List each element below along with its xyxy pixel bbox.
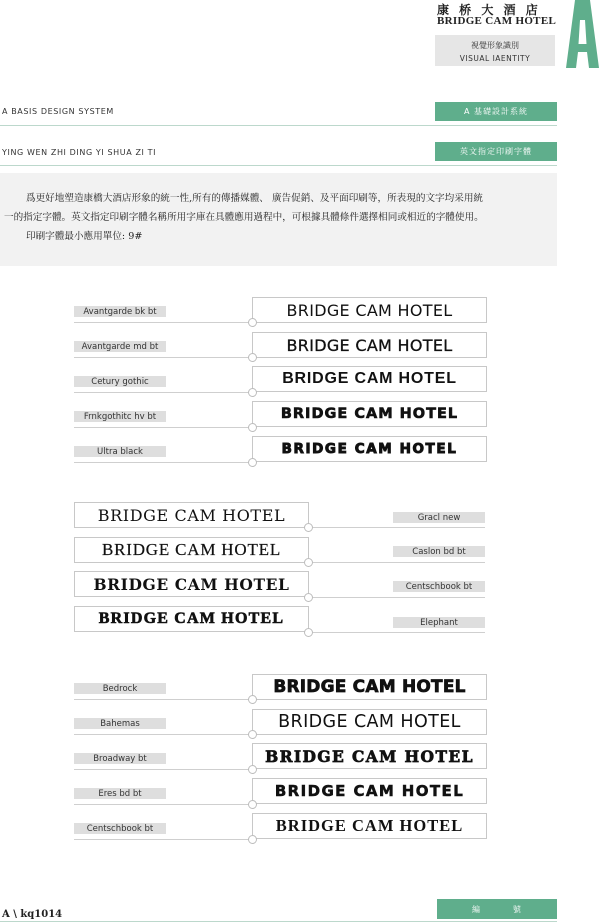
font-sample: BRIDGE CAM HOTEL [74, 606, 309, 632]
section-tab-font: 英文指定印刷字體 [435, 142, 557, 161]
vi-label-en: VISUAL IAENTITY [459, 54, 531, 63]
connector-node [248, 388, 257, 397]
connector-node [304, 523, 313, 532]
font-sample: BRIDGE CAM HOTEL [252, 778, 487, 804]
font-name-tag: Bahemas [74, 718, 166, 729]
font-name-tag: Centschbook bt [74, 823, 166, 834]
connector-line [74, 699, 252, 700]
connector-line [309, 597, 485, 598]
font-sample: BRIDGE CAM HOTEL [252, 436, 487, 462]
font-name-tag: Avantgarde bk bt [74, 306, 166, 317]
font-name-tag: Centschbook bt [393, 581, 485, 592]
font-sample: BRIDGE CAM HOTEL [252, 709, 487, 735]
font-sample: BRIDGE CAM HOTEL [252, 743, 487, 769]
font-sample: BRIDGE CAM HOTEL [74, 537, 309, 563]
intro-line-1: 爲更好地塑造康橋大酒店形象的統一性,所有的傳播媒體、 廣告促銷、及平面印刷等，所表現的文字均采用統 [26, 193, 484, 204]
section-label-font: YING WEN ZHI DING YI SHUA ZI TI [2, 148, 157, 157]
font-name-tag: Caslon bd bt [393, 546, 485, 557]
font-name-tag: Avantgarde md bt [74, 341, 166, 352]
section-divider [0, 165, 557, 166]
connector-line [309, 527, 485, 528]
connector-node [248, 695, 257, 704]
connector-node [304, 558, 313, 567]
font-sample: BRIDGE CAM HOTEL [252, 297, 487, 323]
intro-panel [0, 173, 557, 266]
vi-label-box [435, 35, 555, 66]
font-sample: BRIDGE CAM HOTEL [74, 571, 309, 597]
font-sample: BRIDGE CAM HOTEL [252, 366, 487, 392]
connector-line [74, 357, 252, 358]
intro-line-2: 一的指定字體。英文指定印刷字體名稱所用字庫在具體應用過程中，可根據具體條件選擇相同或相近的字體使用。 [4, 212, 484, 223]
vi-label-cn: 視覺形象識別 [471, 41, 519, 50]
page-code: A \ kq1014 [2, 909, 63, 920]
connector-node [248, 353, 257, 362]
connector-node [248, 835, 257, 844]
section-divider [0, 125, 557, 126]
font-name-tag: Elephant [393, 617, 485, 628]
code-tab: 編 號 [437, 899, 557, 919]
font-name-tag: Ultra black [74, 446, 166, 457]
connector-line [74, 839, 252, 840]
connector-node [248, 765, 257, 774]
brand-name-cn: 康 桥 大 酒 店 [437, 3, 541, 17]
font-name-tag: Eres bd bt [74, 788, 166, 799]
connector-line [309, 562, 485, 563]
font-sample: BRIDGE CAM HOTEL [252, 674, 487, 700]
connector-node [248, 318, 257, 327]
font-name-tag: Frnkgothitc hv bt [74, 411, 166, 422]
font-sample: BRIDGE CAM HOTEL [252, 401, 487, 427]
font-name-tag: Bedrock [74, 683, 166, 694]
connector-line [74, 322, 252, 323]
connector-line [74, 804, 252, 805]
font-name-tag: Gracl new [393, 512, 485, 523]
connector-line [74, 769, 252, 770]
connector-node [304, 628, 313, 637]
font-sample: BRIDGE CAM HOTEL [252, 332, 487, 358]
connector-line [309, 632, 485, 633]
connector-node [248, 458, 257, 467]
connector-node [304, 593, 313, 602]
connector-line [74, 427, 252, 428]
section-label-basis: A BASIS DESIGN SYSTEM [2, 107, 114, 116]
logo-letter-a [565, 0, 600, 68]
intro-line-3: 印刷字體最小應用單位: 9# [26, 231, 143, 242]
connector-node [248, 800, 257, 809]
font-sample: BRIDGE CAM HOTEL [74, 502, 309, 528]
connector-line [74, 734, 252, 735]
connector-node [248, 423, 257, 432]
font-name-tag: Broadway bt [74, 753, 166, 764]
brand-name-en: BRIDGE CAM HOTEL [437, 15, 557, 27]
connector-line [74, 462, 252, 463]
footer-divider [0, 921, 557, 922]
connector-line [74, 392, 252, 393]
section-tab-basis: A 基礎設計系統 [435, 102, 557, 121]
font-name-tag: Cetury gothic [74, 376, 166, 387]
font-sample: BRIDGE CAM HOTEL [252, 813, 487, 839]
connector-node [248, 730, 257, 739]
